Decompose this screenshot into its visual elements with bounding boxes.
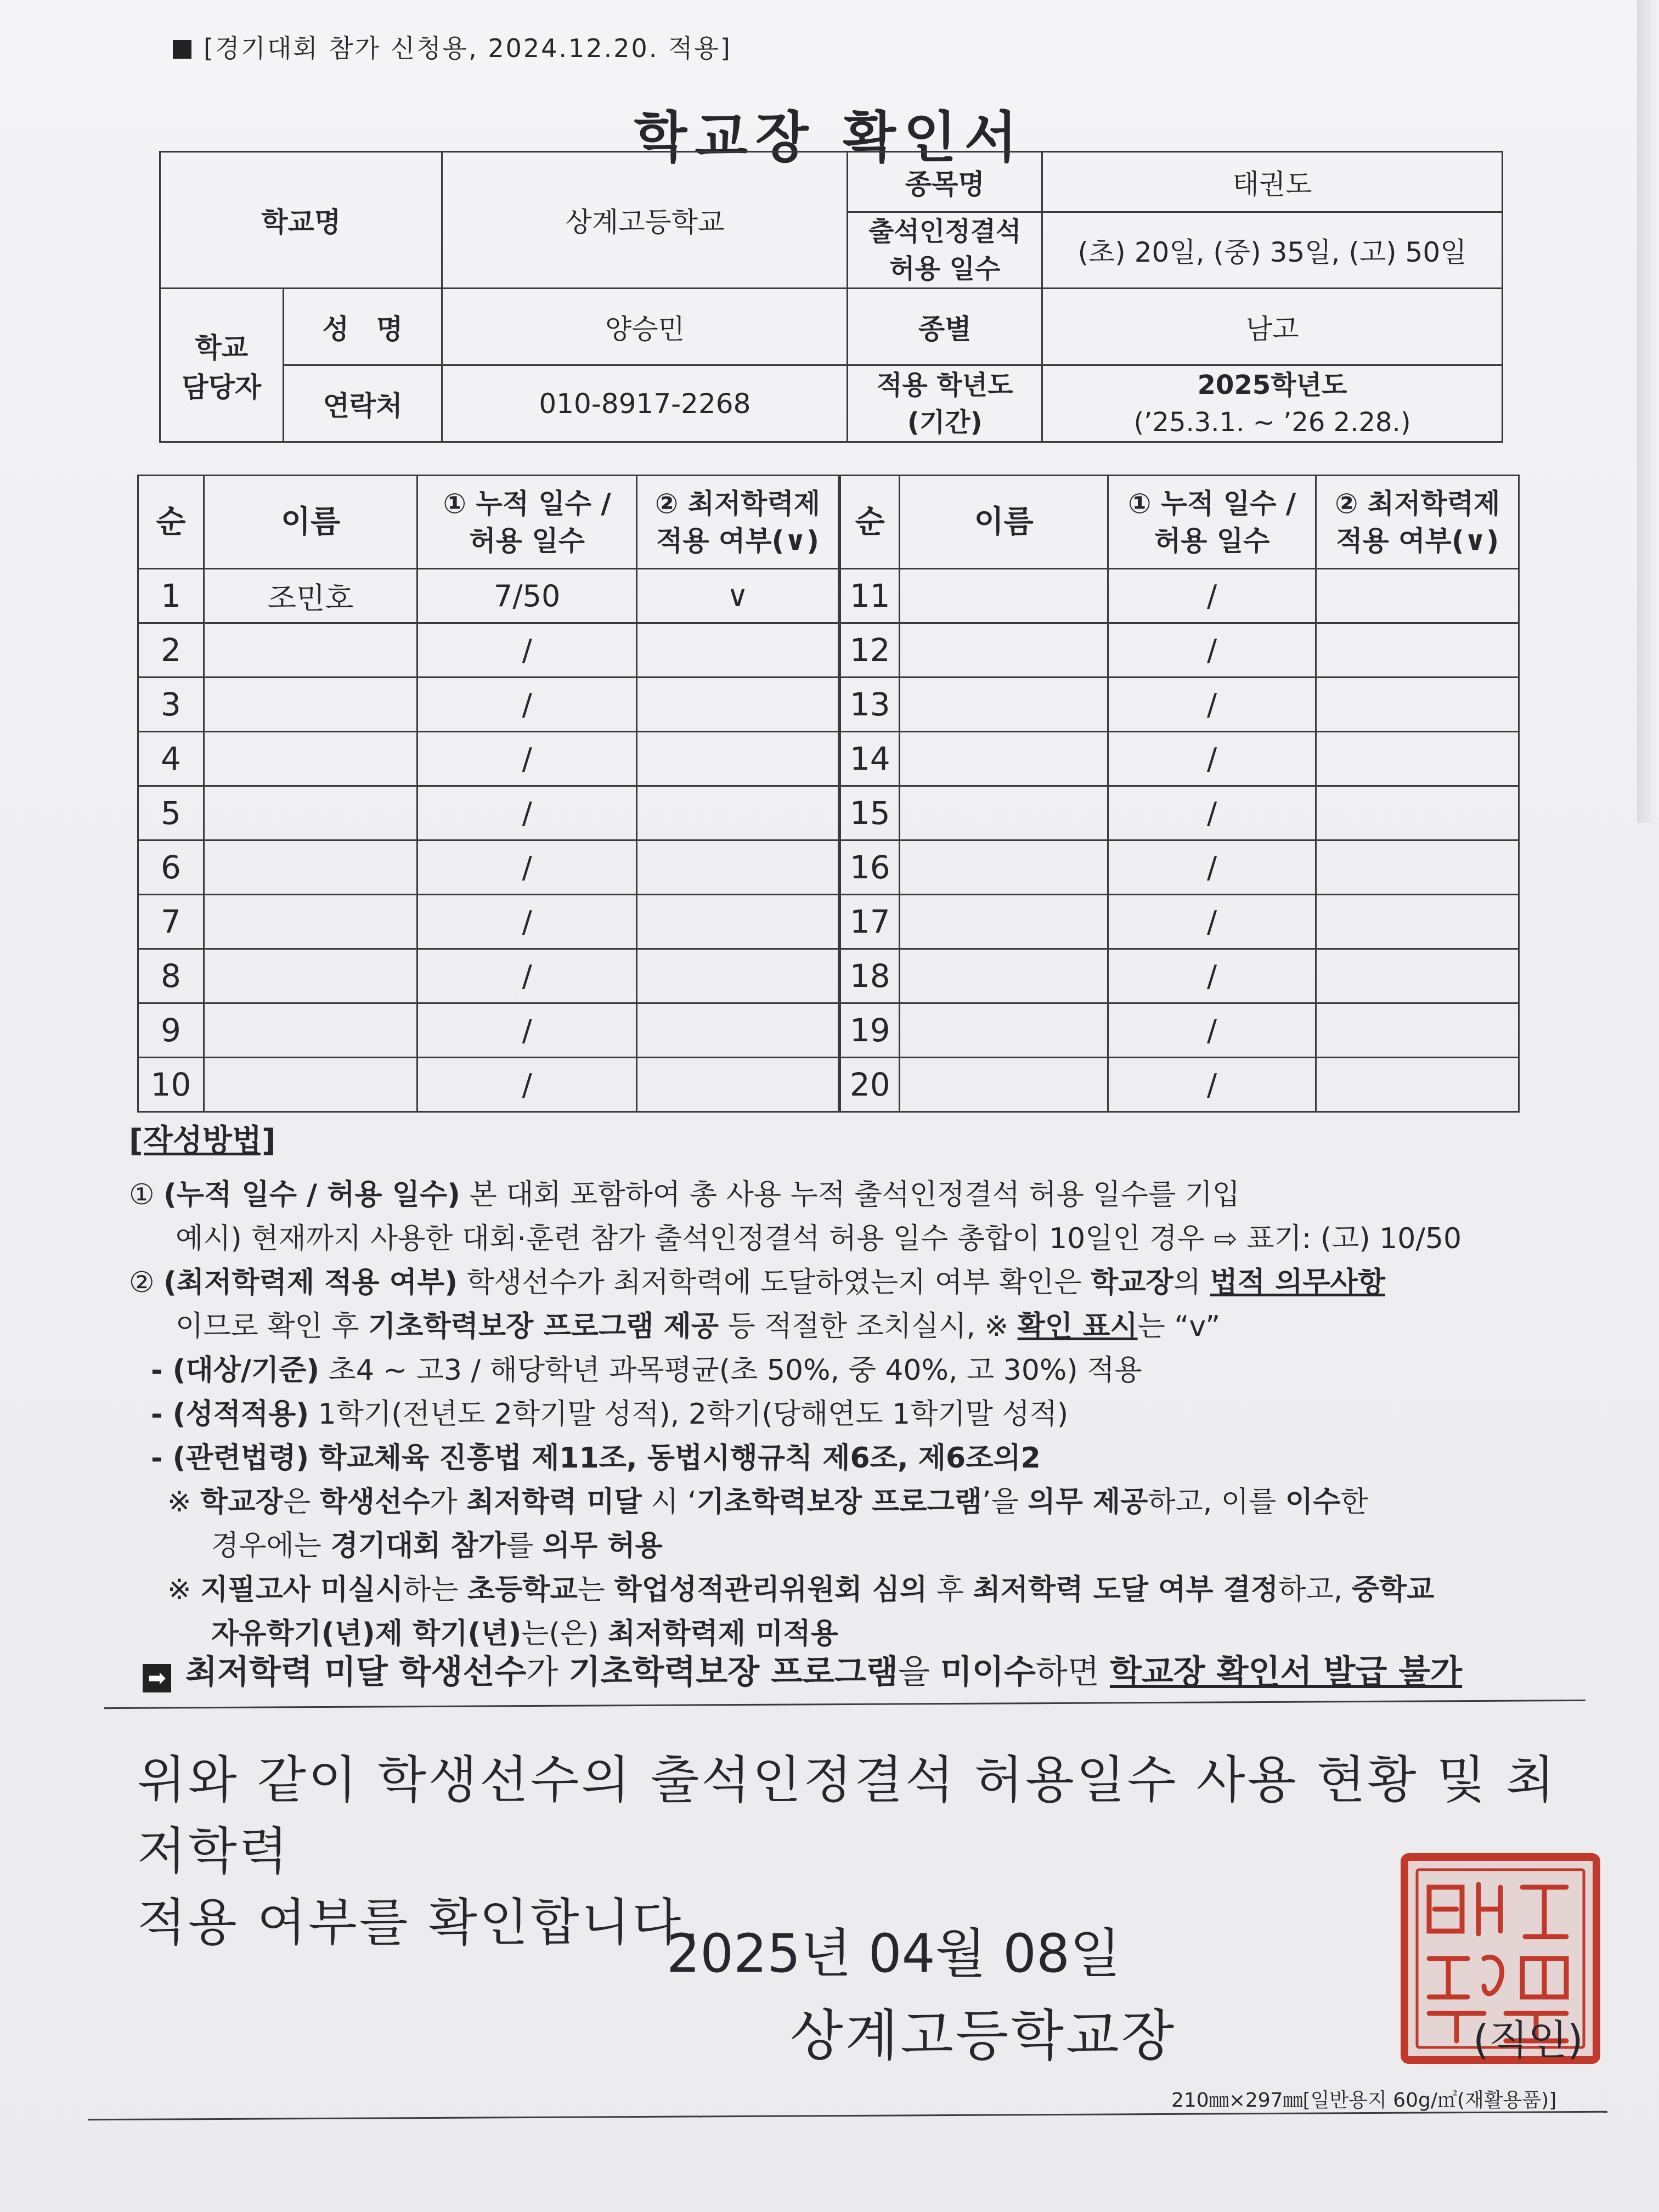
notice-t6: 하면 [1035, 1653, 1110, 1691]
school-name-value: 상계고등학교 [442, 152, 848, 289]
method-line-8-t5: 하고, 이를 [1148, 1486, 1285, 1519]
notice-line [143, 1646, 1462, 1693]
col-no-header: 순 [138, 476, 204, 569]
document-title: 학교장 확인서 [634, 105, 1025, 170]
row-days: / [417, 786, 637, 840]
method-line-7-text: 학교체육 진흥법 제11조, 동법시행규칙 제6조, 제6조의2 [309, 1442, 1041, 1475]
row-check-right [1316, 786, 1519, 840]
row-no: 1 [138, 569, 204, 623]
row-no-right: 12 [839, 623, 900, 678]
method-line-8-t2: 가 [430, 1486, 467, 1519]
row-no-right: 19 [839, 1003, 900, 1058]
seal-label: (직인) [1473, 2017, 1583, 2064]
table-row [138, 732, 1519, 786]
table-row [138, 678, 1519, 732]
row-check-right [1316, 895, 1519, 949]
row-days-right: / [1108, 1003, 1316, 1058]
method-line-11-b1: 자유학기(년)제 학기(년) [211, 1617, 522, 1650]
row-name: 조민호 [204, 569, 417, 623]
method-line-4-t3: 는 “v” [1137, 1310, 1221, 1343]
manager-label-line2: 담당자 [182, 371, 262, 403]
allow-days-label-line1: 출석인정결석 [868, 216, 1022, 247]
sport-label: 종목명 [848, 152, 1042, 212]
col-min-header [636, 476, 839, 569]
row-name-right [900, 895, 1108, 949]
method-line-5-text: 초4 ~ 고3 / 해당학년 과목평균(초 50%, 중 40%, 고 30%) 적용 [319, 1354, 1142, 1387]
row-days: / [417, 949, 637, 1003]
method-line-9-b1: 경기대회 참가 [330, 1530, 506, 1562]
row-check [636, 732, 839, 786]
method-line-10-b2: 초등학교 [467, 1573, 578, 1606]
contact-value: 010-8917-2268 [442, 365, 848, 442]
row-no-right: 11 [839, 569, 900, 623]
col-days-header-right-line2: 허용 일수 [1154, 524, 1270, 557]
method-line-4-t2: 등 적절한 조치실시, ※ [718, 1310, 1018, 1343]
method-line-3-num: ② [129, 1266, 155, 1299]
table-row [138, 623, 1519, 678]
method-line-2: 예시) 현재까지 사용한 대회·훈련 참가 출석인정결석 허용 일수 총합이 10일인 경우 ⇨ 표기: (고) 10/50 [176, 1222, 1462, 1255]
method-line-9 [129, 1524, 1583, 1568]
method-line-1-text: 본 대회 포함하여 총 사용 누적 출석인정결석 허용 일수를 기입 [460, 1178, 1240, 1211]
paper-spec-footer: 210㎜×297㎜[일반용지 60g/㎡(재활용품)] [1171, 2089, 1557, 2112]
method-line-8-t0: ※ [167, 1486, 201, 1519]
method-title-text: [작성방법] [129, 1123, 276, 1159]
table-row [138, 840, 1519, 895]
table-row [138, 786, 1519, 840]
square-bullet-icon [173, 40, 191, 59]
method-line-10-b5: 중학교 [1351, 1573, 1435, 1606]
row-no: 6 [138, 840, 204, 895]
method-line-8-b3: 최저학력 미달 [466, 1486, 642, 1519]
section-divider [104, 1700, 1585, 1709]
notice-t5: 미이수 [940, 1653, 1036, 1691]
method-line-3-t1: 학생선수가 최저학력에 도달하였는지 여부 확인은 [457, 1266, 1091, 1299]
method-line-6 [129, 1392, 1583, 1436]
method-line-8-t4: ’을 [982, 1486, 1028, 1519]
method-line-1 [129, 1173, 1583, 1217]
row-days-right: / [1108, 786, 1316, 840]
row-no-right: 17 [839, 895, 900, 949]
notice-t1: 최저학력 미달 학생선수 [185, 1653, 527, 1691]
row-no: 2 [138, 623, 204, 678]
row-name [204, 678, 417, 732]
writing-method [129, 1119, 1583, 1656]
col-days-header-right [1108, 476, 1316, 569]
row-check [636, 949, 839, 1003]
col-min-header-right [1316, 476, 1519, 569]
method-line-9-b2: 의무 허용 [542, 1530, 663, 1562]
row-name [204, 732, 417, 786]
allow-days-label-line2: 허용 일수 [889, 253, 1001, 284]
row-name-right [900, 949, 1108, 1003]
issue-date: 2025년 04월 08일 [667, 1923, 1121, 1984]
method-line-3-t2: 의 [1173, 1266, 1210, 1299]
row-name [204, 1058, 417, 1112]
gender-value: 남고 [1042, 289, 1502, 365]
row-name-right [900, 623, 1108, 678]
row-no: 7 [138, 895, 204, 949]
row-check-right [1316, 732, 1519, 786]
row-name [204, 840, 417, 895]
row-name [204, 623, 417, 678]
col-min-header-right-line2: 적용 여부(∨) [1336, 524, 1499, 557]
row-days: / [417, 1058, 637, 1112]
row-no: 3 [138, 678, 204, 732]
school-name-label: 학교명 [160, 152, 442, 289]
row-days: / [417, 732, 637, 786]
row-no: 10 [138, 1058, 204, 1112]
row-days: / [417, 1003, 637, 1058]
manager-name-label: 성 명 [283, 289, 442, 365]
method-line-8-t3: 시 ‘ [641, 1486, 697, 1519]
table-row [138, 949, 1519, 1003]
method-line-10-b4: 최저학력 도달 여부 결정 [973, 1573, 1279, 1606]
notice-t7: 학교장 확인서 발급 불가 [1109, 1653, 1463, 1691]
method-line-8-b4: 기초학력보장 프로그램 [696, 1486, 983, 1519]
method-title [129, 1119, 1583, 1163]
year-value-line1: 2025학년도 [1197, 369, 1347, 400]
row-check [636, 840, 839, 895]
header-note [173, 29, 732, 65]
method-line-6-text: 1학기(전년도 2학기말 성적), 2학기(당해연도 1학기말 성적) [309, 1398, 1069, 1431]
row-check [636, 623, 839, 678]
row-name-right [900, 786, 1108, 840]
row-days: / [417, 840, 637, 895]
row-check [636, 1058, 839, 1112]
method-line-9-t2: 를 [505, 1530, 543, 1562]
row-name-right [900, 840, 1108, 895]
notice-t2: 가 [526, 1653, 569, 1691]
header-note-text: [경기대회 참가 신청용, 2024.12.20. 적용] [204, 33, 732, 63]
table-row [138, 1003, 1519, 1058]
method-line-4 [129, 1305, 1583, 1348]
row-no: 4 [138, 732, 204, 786]
method-line-5-bold: - (대상/기준) [151, 1354, 320, 1387]
manager-label-line1: 학교 [195, 331, 249, 364]
method-line-4-u: 확인 표시 [1017, 1310, 1138, 1343]
row-check: ∨ [636, 569, 839, 623]
row-days: / [417, 623, 637, 678]
method-line-11-t1: 는(은) [521, 1617, 608, 1650]
method-line-10-t3: 후 [927, 1573, 973, 1606]
row-no-right: 16 [839, 840, 900, 895]
col-days-header-line1: ① 누적 일수 / [443, 487, 611, 520]
method-line-6-bold: - (성적적용) [151, 1398, 309, 1431]
roster-table [137, 475, 1520, 1113]
method-line-8-b6: 이수 [1285, 1486, 1341, 1519]
method-line-3-b3: 법적 의무사항 [1210, 1266, 1386, 1299]
row-no-right: 18 [839, 949, 900, 1003]
method-line-8-t1: 은 [283, 1486, 320, 1519]
year-label-line1: 적용 학년도 [876, 369, 1013, 400]
gender-label: 종별 [848, 289, 1042, 365]
method-line-10-b1: 지필고사 미실시 [200, 1573, 403, 1606]
method-line-10-t4: 하고, [1278, 1573, 1352, 1606]
row-name [204, 895, 417, 949]
row-days-right: / [1108, 732, 1316, 786]
row-days-right: / [1108, 623, 1316, 678]
method-line-3 [129, 1261, 1583, 1305]
method-line-1-num: ① [129, 1178, 155, 1211]
row-name [204, 1003, 417, 1058]
manager-name-value: 양승민 [442, 289, 848, 365]
row-check-right [1316, 623, 1519, 678]
row-no: 9 [138, 1003, 204, 1058]
method-line-10 [129, 1568, 1583, 1612]
year-label-line2: (기간) [907, 407, 983, 438]
row-days-right: / [1108, 895, 1316, 949]
method-line-9-t1: 경우에는 [211, 1530, 331, 1562]
row-check-right [1316, 678, 1519, 732]
row-check-right [1316, 1003, 1519, 1058]
row-check [636, 786, 839, 840]
info-table [159, 151, 1503, 443]
method-line-5 [129, 1348, 1583, 1392]
notice-t3: 기초학력보장 프로그램 [568, 1653, 898, 1691]
signer-name: 상계고등학교장 [790, 2004, 1177, 2068]
row-days-right: / [1108, 949, 1316, 1003]
row-no-right: 20 [839, 1058, 900, 1112]
row-check [636, 1003, 839, 1058]
row-days-right: / [1108, 678, 1316, 732]
row-name-right [900, 1003, 1108, 1058]
col-days-header-line2: 허용 일수 [469, 524, 585, 557]
row-name-right [900, 1058, 1108, 1112]
sport-value: 태권도 [1042, 152, 1502, 212]
row-no-right: 15 [839, 786, 900, 840]
method-line-3-b2: 학교장 [1091, 1266, 1173, 1299]
row-name-right [900, 732, 1108, 786]
method-line-4-t1: 이므로 확인 후 [176, 1310, 368, 1343]
method-line-11-b2: 최저학력제 미적용 [607, 1617, 838, 1650]
col-name-header: 이름 [204, 476, 417, 569]
row-days: / [417, 678, 637, 732]
col-min-header-line1: ② 최저학력제 [654, 487, 821, 520]
method-line-4-b1: 기초학력보장 프로그램 제공 [368, 1310, 719, 1343]
row-check-right [1316, 949, 1519, 1003]
allow-days-value: (초) 20일, (중) 35일, (고) 50일 [1042, 212, 1502, 289]
row-no-right: 14 [839, 732, 900, 786]
statement-line-1: 위와 같이 학생선수의 출석인정결석 허용일수 사용 현황 및 최저학력 [137, 1751, 1557, 1881]
row-name [204, 786, 417, 840]
method-line-1-bold: (누적 일수 / 허용 일수) [163, 1178, 460, 1211]
row-check [636, 895, 839, 949]
row-check-right [1316, 569, 1519, 623]
method-line-10-t2: 는 [577, 1573, 614, 1606]
table-row [138, 569, 1519, 623]
year-value-line2: (’25.3.1. ~ ’26 2.28.) [1133, 407, 1411, 438]
col-days-header [417, 476, 637, 569]
method-line-10-t1: 하는 [403, 1573, 467, 1606]
method-line-10-b3: 학업성적관리위원회 심의 [614, 1573, 928, 1606]
col-name-header-right: 이름 [900, 476, 1108, 569]
row-no: 5 [138, 786, 204, 840]
method-line-7-bold: - (관련법령) [151, 1442, 309, 1475]
method-line-10-t0: ※ [167, 1573, 201, 1606]
arrow-box-icon: ➡ [143, 1664, 171, 1692]
table-row [138, 895, 1519, 949]
row-days-right: / [1108, 1058, 1316, 1112]
method-line-8-b2: 학생선수 [319, 1486, 430, 1519]
col-min-header-line2: 적용 여부(∨) [656, 524, 819, 557]
method-line-7 [129, 1436, 1583, 1480]
row-name-right [900, 678, 1108, 732]
row-days: / [417, 895, 637, 949]
method-line-3-bold: (최저학력제 적용 여부) [163, 1266, 458, 1299]
row-days-right: / [1108, 840, 1316, 895]
row-check-right [1316, 1058, 1519, 1112]
col-min-header-right-line1: ② 최저학력제 [1335, 487, 1500, 520]
row-name [204, 949, 417, 1003]
col-no-header-right: 순 [839, 476, 900, 569]
method-line-8-b5: 의무 제공 [1028, 1486, 1148, 1519]
year-label [848, 365, 1042, 442]
row-check-right [1316, 840, 1519, 895]
row-days-right: / [1108, 569, 1316, 623]
method-line-8-b1: 학교장 [200, 1486, 283, 1519]
manager-label [160, 289, 284, 442]
row-no: 8 [138, 949, 204, 1003]
notice-t4: 을 [898, 1653, 940, 1691]
allow-days-label [848, 212, 1042, 289]
contact-label: 연락처 [283, 365, 442, 442]
method-line-8-t6: 한 [1340, 1486, 1368, 1519]
method-line-8 [129, 1480, 1583, 1524]
row-days: 7/50 [417, 569, 637, 623]
statement-line-2: 적용 여부를 확인합니다. [137, 1893, 702, 1952]
col-days-header-right-line1: ① 누적 일수 / [1128, 487, 1296, 520]
year-value [1042, 365, 1502, 442]
table-row [138, 1058, 1519, 1112]
row-no-right: 13 [839, 678, 900, 732]
row-check [636, 678, 839, 732]
row-name-right [900, 569, 1108, 623]
